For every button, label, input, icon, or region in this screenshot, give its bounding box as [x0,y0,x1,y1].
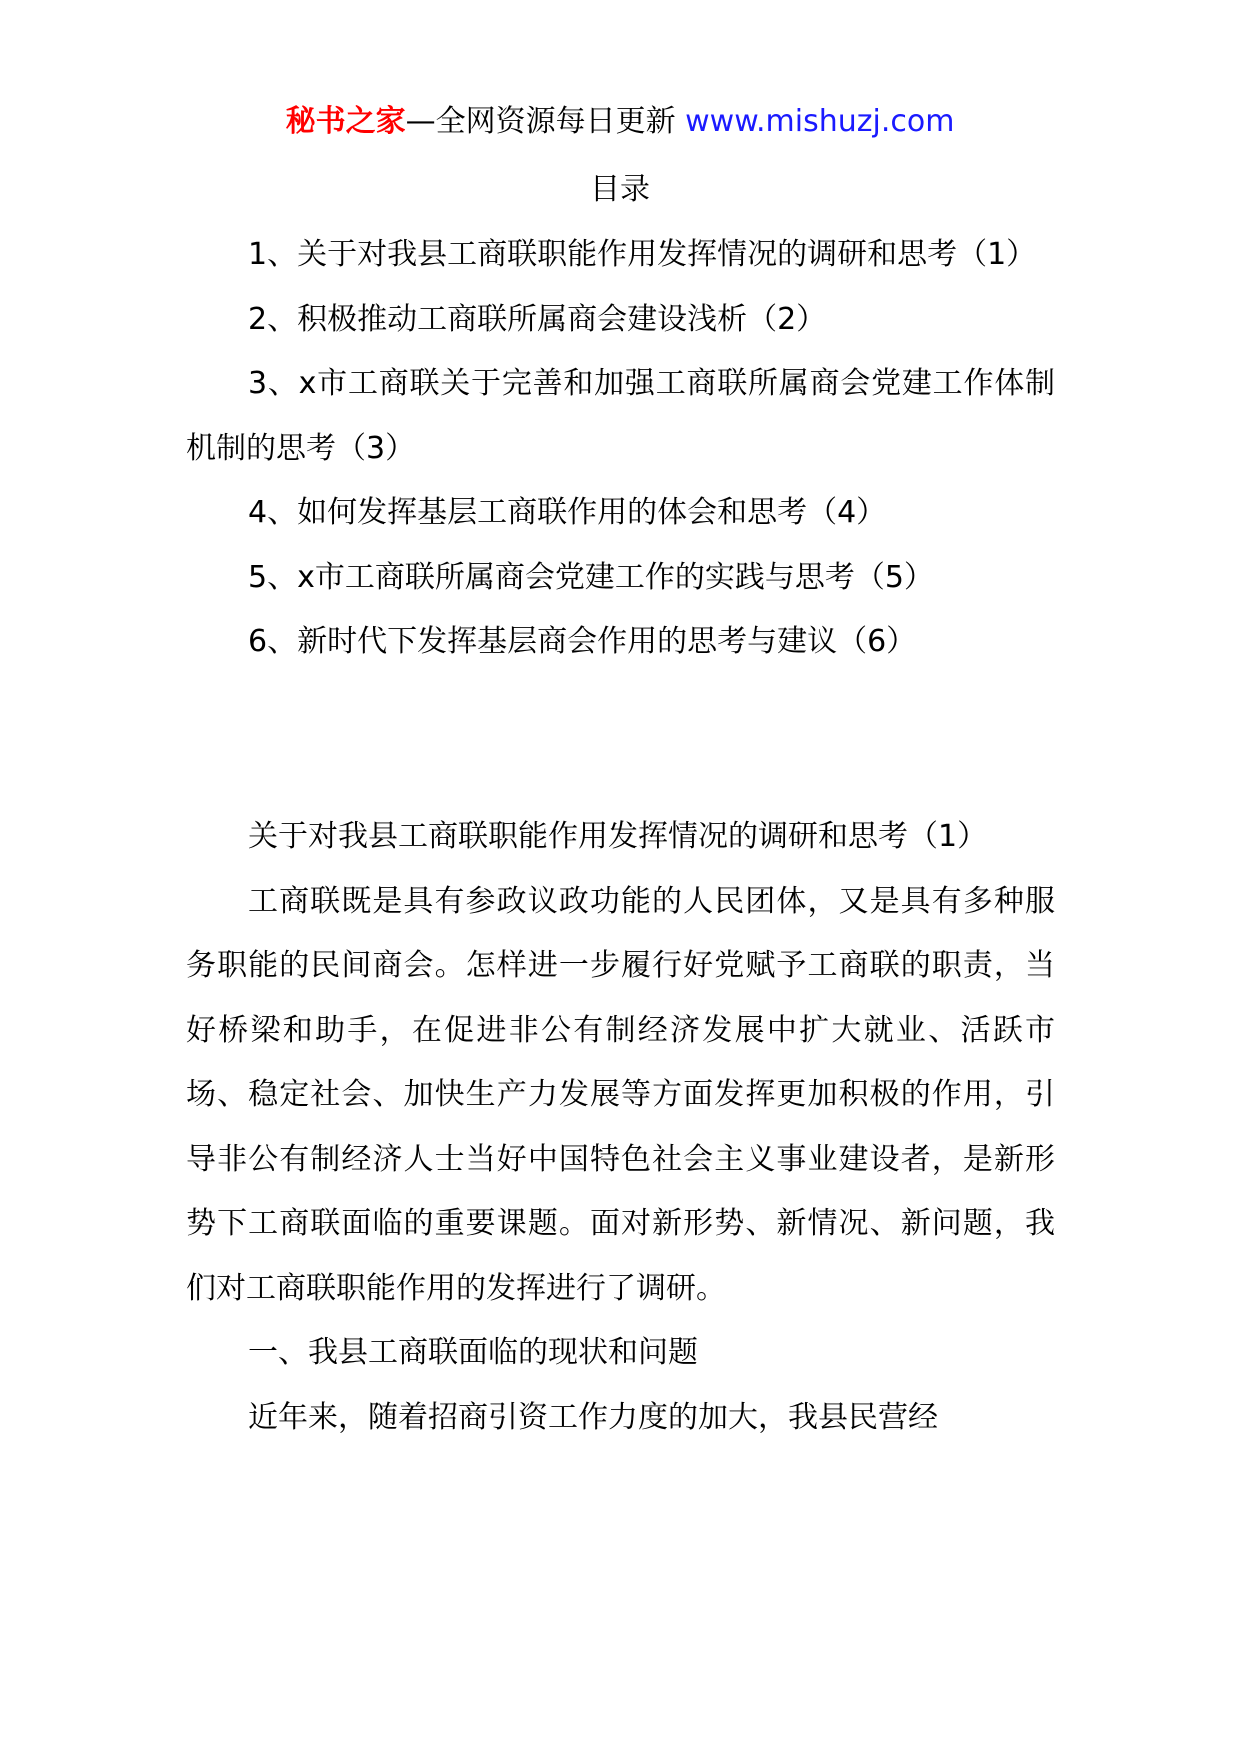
toc-item[interactable]: 1、关于对我县工商联职能作用发挥情况的调研和思考（1） [248,237,1037,272]
site-header [0,100,1240,144]
article-paragraph: 工商联既是具有参政议政功能的人民团体，又是具有多种服务职能的民间商会。怎样进一步履行好党赋予工商联的职责，当好桥梁和助手，在促进非公有制经济发展中扩大就业、活跃市场、稳定社会、加快生产力发展等方面发挥更加积极的作用，引导非公有制经济人士当好中国特色社会主义事业建设者，是新形势下工商联面临的重要课题。面对新形势、新情况、新问题，我们对工商联职能作用的发挥进行了调研。 [186,883,1055,1306]
toc-item[interactable]: 5、x市工商联所属商会党建工作的实践与思考（5） [248,559,934,595]
toc-title: 目录 [590,172,650,207]
toc-item[interactable]: 3、x市工商联关于完善和加强工商联所属商会党建工作体制机制的思考（3） [186,366,1055,466]
toc-item[interactable]: 6、新时代下发挥基层商会作用的思考与建议（6） [248,624,917,659]
section-heading: 一、我县工商联面临的现状和问题 [248,1335,698,1370]
toc-item[interactable]: 2、积极推动工商联所属商会建设浅析（2） [248,301,827,337]
site-url-link[interactable]: www.mishuzj.com [685,104,955,139]
header-tagline: —全网资源每日更新 [405,104,686,139]
brand-name: 秘书之家 [285,104,406,139]
table-of-contents [186,223,1055,675]
toc-item[interactable]: 4、如何发挥基层工商联作用的体会和思考（4） [248,495,887,530]
article-title: 关于对我县工商联职能作用发挥情况的调研和思考（1） [248,819,988,854]
article-paragraph: 近年来，随着招商引资工作力度的加大，我县民营经 [248,1399,938,1435]
article-body [186,805,1055,1450]
